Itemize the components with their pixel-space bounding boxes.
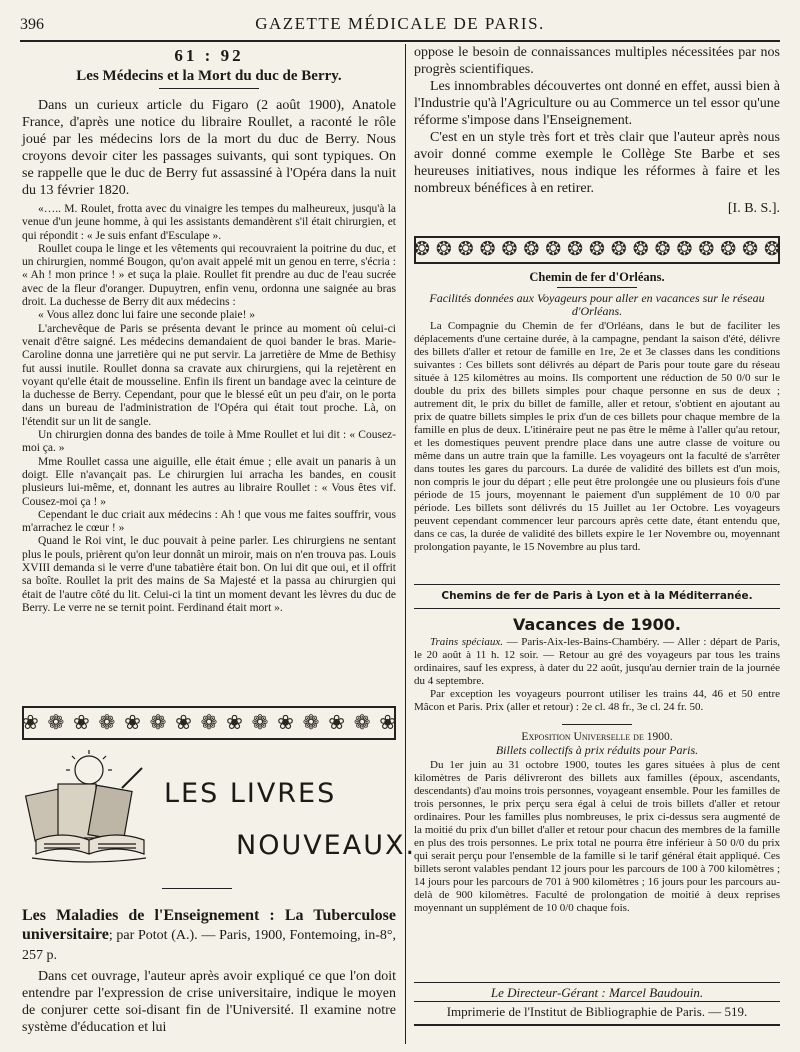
director-line: Le Directeur-Gérant : Marcel Baudouin. [490,985,704,1000]
article-title: Les Médecins et la Mort du duc de Berry. [76,68,342,84]
book-body: Dans cet ouvrage, l'auteur après avoir expliqué ce que l'on doit entendre par l'expression de crise universitaire, indique le moyen de conjurer cette soi-disant fin de l'Université. Il examine notre système d'éducation et lui [22,969,396,1035]
books-illustration-icon [22,748,156,868]
quote-paragraph: Quand le Roi vint, le duc pouvait à peine parler. Les chirurgiens ne sentant plus le pouls, prièrent qu'on leur donnât un miroir, mais on n'en trouva pas. Louis XVIII demanda si le verre d'une tabatière était bon. On lui dit que oui, et il offrit sa boîte. Roullet la prit des mains de Sa Majesté et la passa au chirurgien qui était de l'autre côté du lit. Celui-ci la tint un moment devant les lèvres du duc de Berry. Le verre ne se ternit point. Ferdinand était mort ». [22,535,396,614]
vacances-trains [414,636,780,688]
quote-paragraph: Un chirurgien donna des bandes de toile à Mme Roullet et lui dit : « Cousez-moi ça. » [22,429,396,455]
book-title: Les Maladies de l'Enseignement : La Tuberculose universitaire [22,907,396,943]
quote-paragraph: Mme Roullet cassa une aiguille, elle était émue ; elle avait un panaris à un doigt. Elle n'avançait pas. Le chirurgien lui arracha les bandes, en cousit plusieurs lui-même, et, donnant les autres au libraire Roullet : « Vous êtes vif. Cousez-moi ça ! » [22,455,396,508]
expo-body: Du 1er juin au 31 octobre 1900, toutes les gares situées à plus de cent kilomètres de Paris délivreront des billets aux familles (époux, ascendants, descendants) d'au moins trois personnes, voyageant ensemble. Pour les familles de trois personnes, le prix perçu sera égal à celui de trois billets d'aller et retour ordinaires. Pour les familles plus nombreuses, le prix ci-dessus sera augmenté de la moitié du prix d'un billet d'aller et retour pour chacun des membres de la famille en plus des trois personnes. Le prix total ne pourra être inférieur à 50 0/0 du prix qui serait perçu pour l'ensemble de la famille si le tarif général était appliqué. Ces billets seront valables pendant 12 jours pour les parcours de 100 à 700 kilomètres ; 14 jours pour les parcours de 701 à 900 kilomètres ; 16 jours pour les parcours au-delà de 900 kilomètres. Faculté de prolongation de moitié à deux reprises moyennant un supplément de 10 0/0 chaque fois. [414,759,780,914]
book-reference: ; par Potot (A.). — Paris, 1900, Fontemoing, in-8°, 257 p. [22,928,396,963]
imprint-line: Imprimerie de l'Institut de Bibliographie de Paris. — 519. [446,1004,748,1019]
orleans-body: La Compagnie du Chemin de fer d'Orléans, dans le but de faciliter les déplacements d'une certaine durée, à la campagne, pendant la saison d'été, délivre des billets d'aller et retour de famille en 1re, 2e et 3e classes dans les conditions suivantes : Ces billets sont délivrés au départ de Paris pour toute gare du réseau située à 125 kilomètres au moins. Ils comportent une réduction de 50 0/0 sur le double du prix des billets simples pour chaque personne en sus de deux ; autrement dit, le prix du billet de famille, aller et retour, s'obtient en ajoutant au prix de quatre billets simples le prix d'un de ces billets pour chaque membre de la famille en plus de deux. L'itinéraire peut ne pas être le même à l'aller qu'au retour, et les domestiques peuvent prendre place dans une autre classe de voiture ou même dans un autre train que la famille. Les voyageurs ont la faculté de s'arrêter dans toutes les gares du parcours. La durée de validité des billets est d'un mois, non compris le jour du départ ; elle peut être prolongée une ou plusieurs fois d'une période de 15 jours, moyennant le paiement d'un supplément de 10 0/0 par période. Les billets sont délivrés du 15 Juillet au 1er Octobre. Les voyageurs peuvent cependant commencer leur parcours après cette date, étant entendu que, dans ce cas, la durée de validité des billets expire le 1er Novembre ou, moyennant prolongation payante, le 15 Novembre au plus tard. [414,320,780,553]
orleans-title: Chemin de fer d'Orléans. [529,270,665,284]
orleans-rule [557,287,637,288]
footer-rule-mid [414,1001,780,1002]
ornament-band-left: ❀ ❁ ❀ ❁ ❀ ❁ ❀ ❁ ❀ ❁ ❀ ❁ ❀ ❁ ❀ [22,711,396,734]
book-entry [22,906,396,965]
plm-section [414,590,780,915]
article-berry [22,44,396,615]
running-title: GAZETTE MÉDICALE DE PARIS. [255,14,545,33]
expo-title: Exposition Universelle de 1900. [521,731,673,743]
review-paragraph: C'est en un style très fort et très clair que l'auteur après nous avoir donné comme exemple le Collège Ste Barbe et ses heureuses initiatives, nous indique les réformes à faire et les nombreux bénéfices à en retirer. [414,130,780,196]
quote-paragraph: L'archevêque de Paris se présenta devant le prince au moment où celui-ci venait d'être saigné. Les médecins demandaient de quoi bander le bras. Marie-Caroline donna une jarretière qui ne put servir. La jarretière de Mme de Bethisy fut aussi inutile. Roullet donna sa cravate aux chirurgiens, qui la rejetèrent en voyant qu'elle était de mousseline. Enfin ils firent un bandage avec la ceinture de la duchesse de Berry. Cependant, pour que le blessé eût un peu d'air, on le porta dans un bureau de l'administration de l'Opéra qui était tout proche. Là, on l'étendit sur un lit de sangle. [22,322,396,428]
trains-label: Trains spéciaux. [430,636,503,648]
book-review [22,906,396,1036]
article-number: 61 : 92 [174,46,244,65]
plm-rule-top [414,584,780,585]
trains-text: — Paris-Aix-les-Bains-Chambéry. — Aller : départ de Paris, le 20 août à 11 h. 12 soir. — Retour au gré des voyageurs par tous les trains ordinaires, sauf les express, à dater du 22 août, jusqu'au dernier train de la journée du 4 septembre. [414,636,780,687]
page-number: 396 [20,16,44,33]
article-intro: Dans un curieux article du Figaro (2 août 1900), Anatole France, d'après une notice du libraire Roullet, a raconté le rôle joué par les médecins lors de la mort du duc de Berry. Nous croyons devoir citer les passages suivants, qui sont typiques. On se rappelle que le duc de Berry fut assassiné à l'Opéra dans la nuit du 13 février 1820. [22,98,396,198]
footer-rule-top [414,982,780,983]
review-continuation: oppose le besoin de connaissances multiples nécessitées par nos progrès scientifiques. [414,45,780,77]
vacances-title: Vacances de 1900. [513,615,681,634]
review-signature: [I. B. S.]. [727,201,780,216]
expo-rule [562,724,632,725]
vacances-exception: Par exception les voyageurs pourront utiliser les trains 44, 46 et 50 entre Mâcon et Paris. Prix (aller et retour) : 2e cl. 48 fr., 3e cl. 24 fr. 50. [414,688,780,713]
footer-rule-bottom [414,1024,780,1026]
livres-rule [162,888,232,889]
livres-title-line1: LES LIVRES [164,778,337,809]
plm-title: Chemins de fer de Paris à Lyon et à la Méditerranée. [441,590,753,602]
expo-subtitle: Billets collectifs à prix réduits pour Paris. [495,743,699,757]
column-divider [405,44,406,1044]
orleans-section [414,266,780,554]
livres-title-line2: NOUVEAUX. [236,830,417,861]
orleans-subtitle: Facilités données aux Voyageurs pour aller en vacances sur le réseau d'Orléans. [429,291,765,318]
right-column-top [414,44,780,217]
review-paragraph: Les innombrables découvertes ont donné en effet, aussi bien à l'Industrie qu'à l'Agriculture ou au Commerce un tel essor qu'une réforme s'impose dans l'Enseignement. [414,79,780,128]
ornament-band-right: ❂ ❂ ❂ ❂ ❂ ❂ ❂ ❂ ❂ ❂ ❂ ❂ ❂ ❂ ❂ ❂ ❂ [414,238,780,260]
quote-paragraph: «….. M. Roulet, frotta avec du vinaigre les tempes du malheureux, jusqu'à la venue d'un jeune homme, à qui les assistants demandèrent s'il était chirurgien, et qui répondit : « Je suis enfant d'Esculape ». [22,203,396,242]
quote-paragraph: Roullet coupa le linge et les vêtements qui recouvraient la poitrine du duc, et un chirurgien, nommé Bougon, qu'on avait appelé mit un genou en terre, s'écria : « Ah ! mon prince ! » et suça la plaie. Roullet fit prendre au duc de l'eau sucrée avec de la fleur d'oranger. Dupuytren, enfin venu, ordonna une saignée au bras droit. La duchesse de Berry dit aux médecins : [22,242,396,309]
title-rule [159,88,259,89]
header-rule [20,40,780,42]
quote-paragraph: « Vous allez donc lui faire une seconde plaie! » [38,309,256,322]
quote-paragraph: Cependant le duc criait aux médecins : Ah ! que vous me faites souffrir, vous m'arrachez le cœur ! » [22,508,396,535]
plm-rule [414,608,780,609]
page-header [20,12,780,38]
